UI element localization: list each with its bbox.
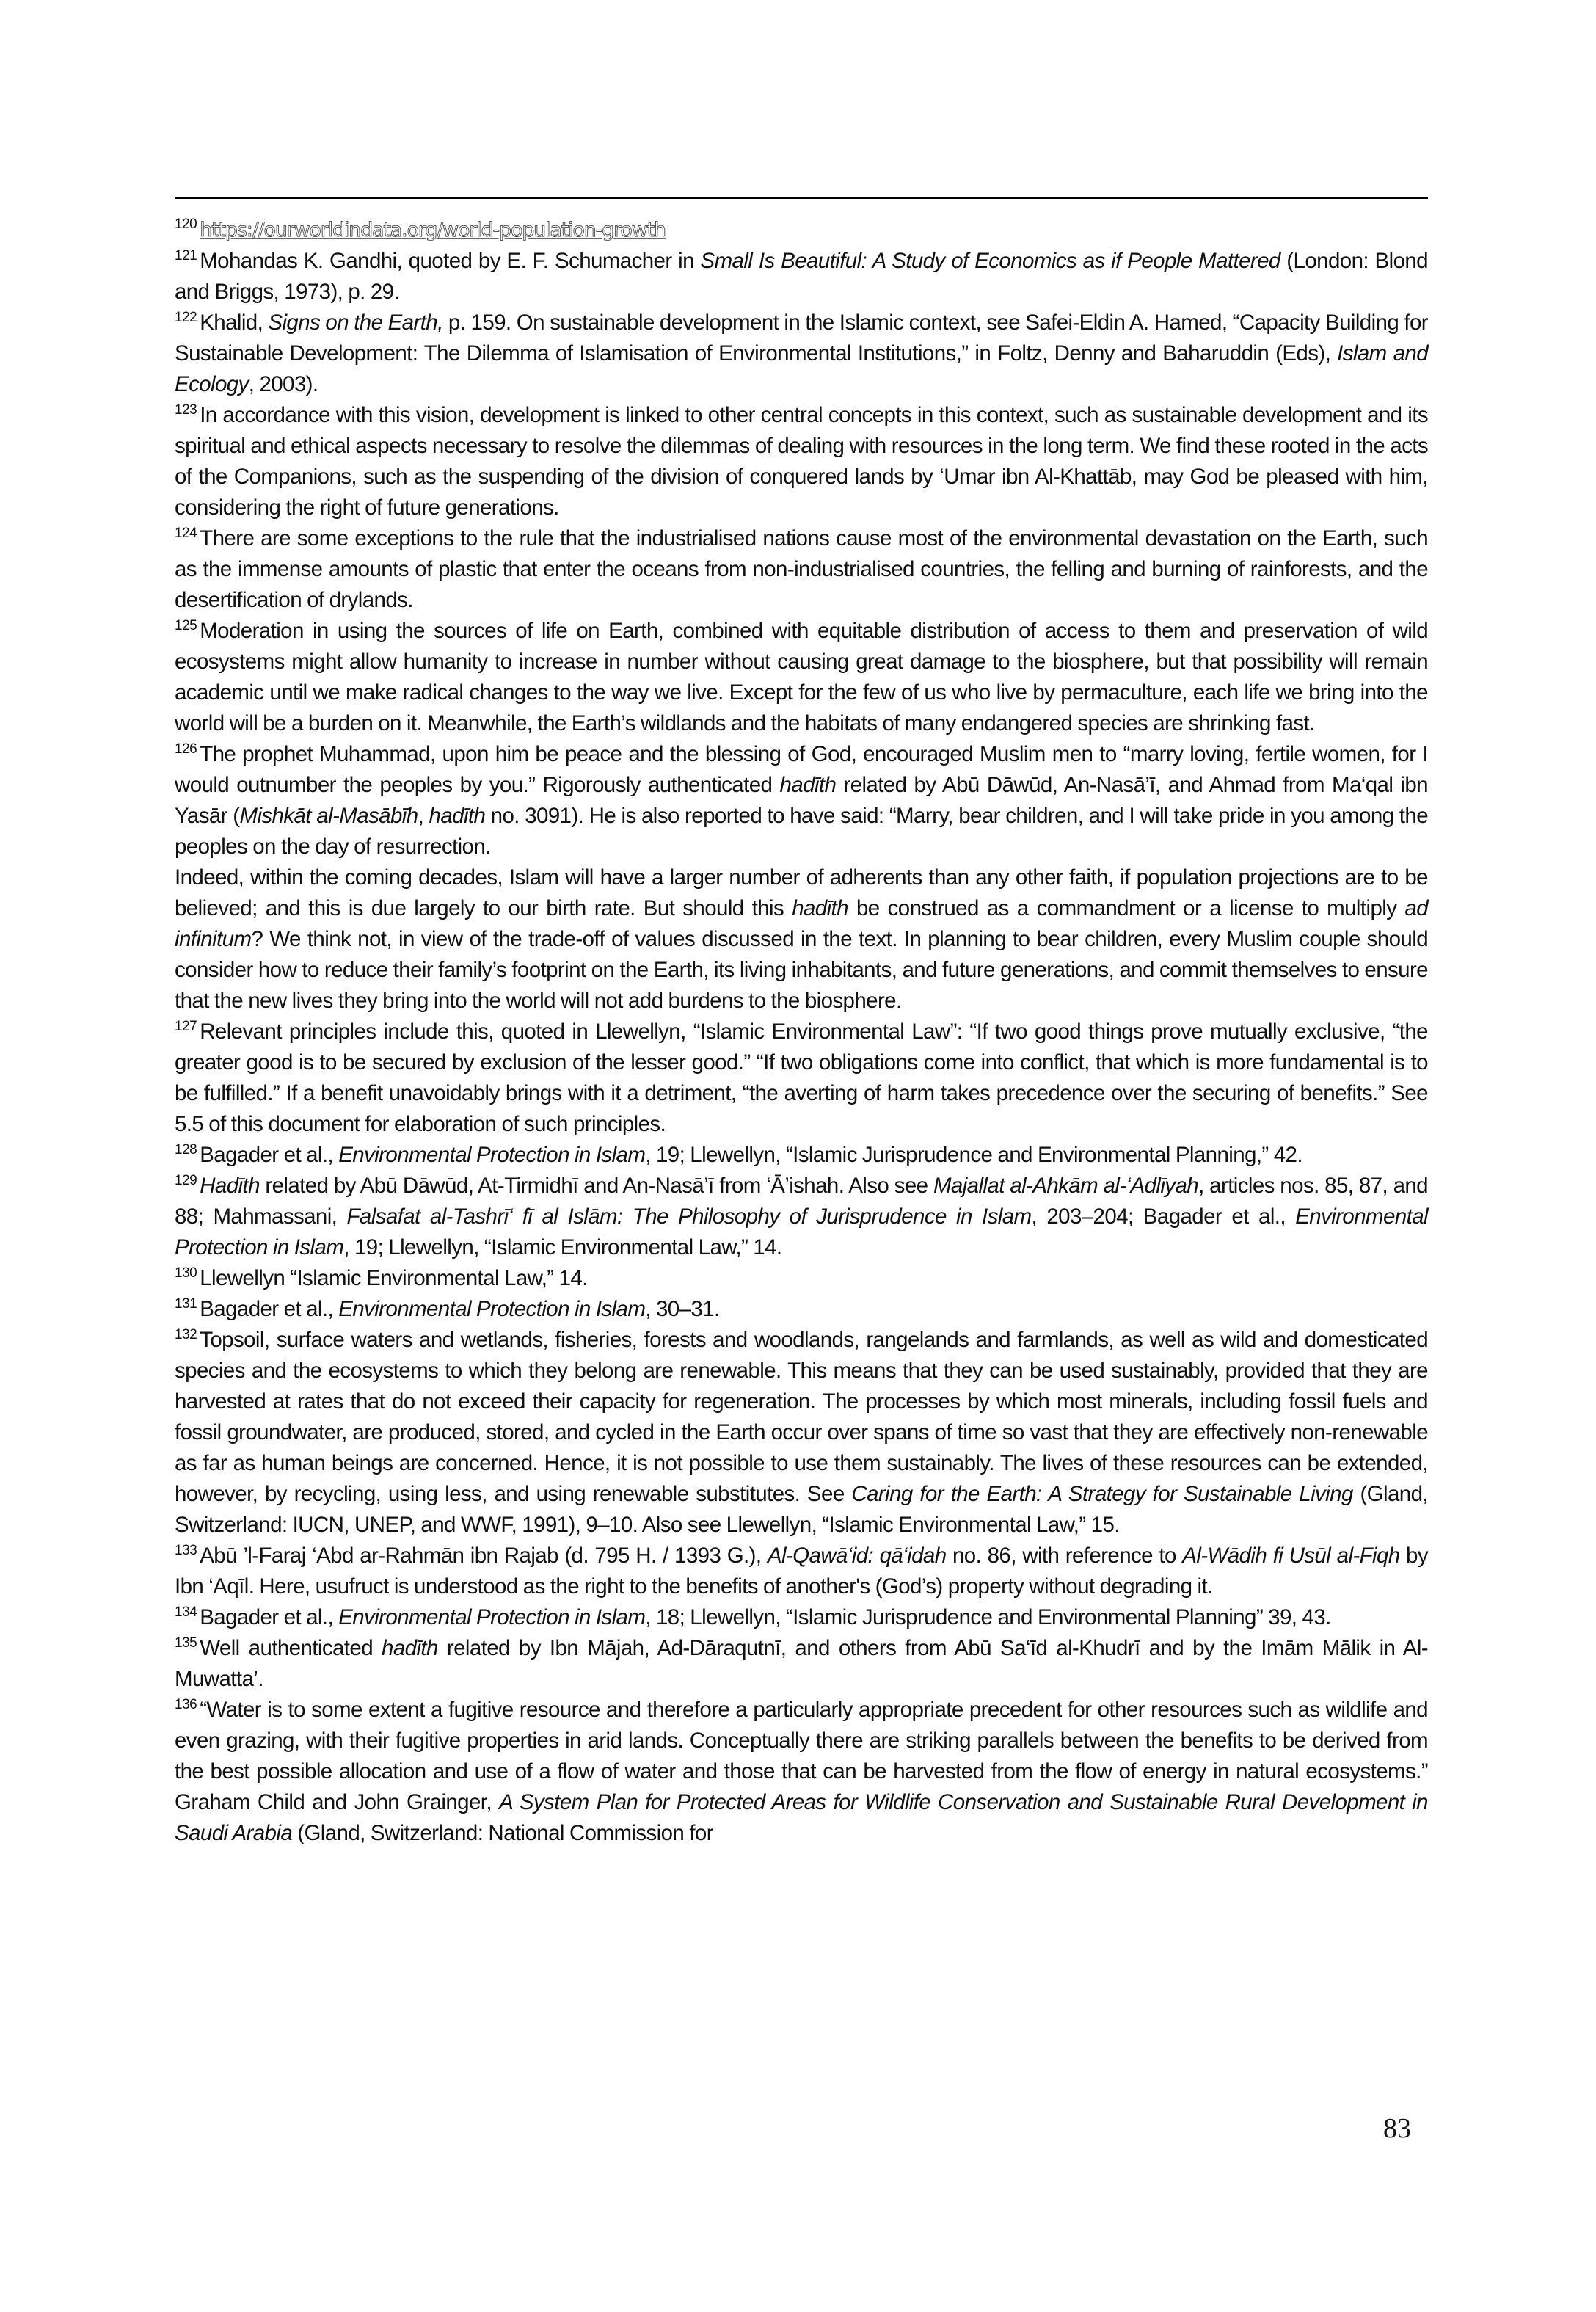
italic-text: hadīth — [779, 773, 837, 797]
footnote-text: p. 159. On sustainable development in the Islamic context, see Safei-Eldin A. Hamed, “Capacity Building for Sustainable Development: The Dilemma of Islamisation of Environmental Institutions,” in Foltz, Denny and Baharuddin (Eds), — [175, 310, 1428, 366]
footnote-120 — [175, 214, 1428, 246]
italic-text: Caring for the Earth: A Strategy for Sustainable Living — [851, 1482, 1353, 1506]
footnote-131 — [175, 1294, 1428, 1325]
footnote-text: (Gland, Switzerland: IUCN, UNEP, and WWF, 1991), 9–10. Also see Llewellyn, “Islamic Environmental Law,” 15. — [175, 1482, 1428, 1537]
footnote-text: Llewellyn “Islamic Environmental Law,” 14. — [200, 1266, 588, 1290]
italic-text: Al-Qawā‘id: qā‘idah — [767, 1544, 947, 1568]
italic-text: Environmental Protection in Islam — [175, 1204, 1428, 1259]
footnote-text: , 19; Llewellyn, “Islamic Jurisprudence and Environmental Planning,” 42. — [645, 1143, 1302, 1167]
footnote-133 — [175, 1541, 1428, 1602]
italic-text: A System Plan for Protected Areas for Wildlife Conservation and Sustainable Rural Development in Saudi Arabia — [175, 1790, 1428, 1845]
footnote-number: 120 — [175, 217, 197, 232]
footnote-121 — [175, 246, 1428, 308]
footnote-135 — [175, 1633, 1428, 1695]
italic-text: Environmental Protection in Islam — [338, 1605, 646, 1629]
footnote-text: , 2003). — [248, 372, 318, 396]
footnote-continuation — [175, 862, 1428, 1017]
footnote-text: no. 3091). He is also reported to have said: “Marry, bear children, and I will take pride in you among the peoples on the day of resurrection. — [175, 804, 1428, 859]
footnote-text: be construed as a commandment or a license to multiply — [848, 896, 1405, 920]
page-number: 83 — [1383, 2113, 1411, 2144]
italic-text: hadīth — [382, 1636, 438, 1660]
footnote-text: In accordance with this vision, development is linked to other central concepts in this context, such as sustainable development and its spiritual and ethical aspects necessary to resolve the dilemmas of dealing with resources in the long term. We find these rooted in the acts of the Companions, such as the suspending of the division of conquered lands by ‘Umar ibn Al-Khattāb, may God be pleased with him, considering the right of future generations. — [175, 403, 1428, 520]
footnotes-section — [175, 214, 1428, 1849]
footnote-134 — [175, 1602, 1428, 1633]
footnote-text: There are some exceptions to the rule that the industrialised nations cause most of the environmental devastation on the Earth, such as the immense amounts of plastic that enter the oceans from non-industrialised countries, the felling and burning of rainforests, and the desertification of drylands. — [175, 526, 1428, 612]
footnote-text: Bagader et al., — [200, 1143, 339, 1167]
footnote-129 — [175, 1171, 1428, 1263]
footnote-text: Mohandas K. Gandhi, quoted by E. F. Schumacher in — [200, 249, 701, 273]
footnote-text: Bagader et al., — [200, 1297, 339, 1321]
italic-text: Small Is Beautiful: A Study of Economics as if People Mattered — [700, 249, 1280, 273]
italic-text: hadīth — [429, 804, 486, 828]
footnote-130 — [175, 1263, 1428, 1294]
italic-text: Majallat al-Ahkām al-‘Adlīyah — [933, 1174, 1199, 1198]
italic-text: Hadīth — [200, 1174, 260, 1198]
footnote-text: related by Ibn Mājah, Ad-Dāraqutnī, and others from Abū Sa‘īd al-Khudrī and by the Imām Mālik in Al-Muwatta’. — [175, 1636, 1428, 1691]
footnote-number: 131 — [175, 1296, 197, 1312]
footnote-number: 132 — [175, 1327, 197, 1342]
footnote-text: , — [418, 804, 429, 828]
footnote-text: , 203–204; Bagader et al., — [1031, 1204, 1296, 1229]
footnote-122 — [175, 308, 1428, 400]
footnote-number: 123 — [175, 402, 197, 418]
footnote-separator — [175, 197, 1428, 199]
footnote-text: Well authenticated — [200, 1636, 382, 1660]
footnote-text: by Ibn ‘Aqīl. Here, usufruct is understood as the right to the benefits of another's (God’s) property without degrading it. — [175, 1544, 1429, 1599]
footnote-number: 121 — [175, 248, 197, 263]
italic-text: Mishkāt al-Masābīh — [239, 804, 418, 828]
footnote-text: no. 86, with reference to — [946, 1544, 1183, 1568]
footnote-123 — [175, 400, 1428, 523]
footnote-text: Indeed, within the coming decades, Islam will have a larger number of adherents than any other faith, if population projections are to be believed; and this is due largely to our birth rate. But should this — [175, 865, 1428, 920]
footnote-text: related by Abū Dāwūd, At-Tirmidhī and An-Nasā’ī from ‘Ā’ishah. Also see — [259, 1174, 933, 1198]
italic-text: Islam and Ecology — [175, 341, 1428, 396]
footnote-text: Khalid, — [200, 310, 269, 335]
footnote-text: Topsoil, surface waters and wetlands, fisheries, forests and woodlands, rangelands and farmlands, as well as wild and domesticated species and the ecosystems to which they belong are renewable. This means that they can be used sustainably, provided that they are harvested at rates that do not exceed their capacity for regeneration. The processes by which most minerals, including fossil fuels and fossil groundwater, are produced, stored, and cycled in the Earth occur over spans of time so vast that they are effectively non-renewable as far as human beings are concerned. Hence, it is not possible to use them sustainably. The lives of these resources can be extended, however, by recycling, using less, and using renewable substitutes. See — [175, 1328, 1428, 1506]
footnote-text: The prophet Muhammad, upon him be peace and the blessing of God, encouraged Muslim men to “marry loving, fertile women, for I would outnumber the peoples by you.” Rigorously authenticated — [175, 742, 1428, 797]
italic-text: ad infinitum — [175, 896, 1429, 951]
footnote-text: “Water is to some extent a fugitive resource and therefore a particularly appropriate precedent for other resources such as wildlife and even grazing, with their fugitive properties in arid lands. Conceptually there are striking parallels between the benefits to be derived from the best possible allocation and use of a flow of water and those that can be harvested from the flow of energy in natural ecosystems.” Graham Child and John Grainger, — [175, 1698, 1428, 1814]
footnote-text: , 18; Llewellyn, “Islamic Jurisprudence and Environmental Planning” 39, 43. — [645, 1605, 1331, 1629]
footnote-number: 133 — [175, 1543, 197, 1558]
footnote-127 — [175, 1017, 1428, 1140]
footnote-text: related by Abū Dāwūd, An-Nasā’ī, and Ahmad from Ma‘qal ibn Yasār ( — [175, 773, 1428, 828]
italic-text: Signs on the Earth, — [268, 310, 443, 335]
footnote-number: 128 — [175, 1142, 197, 1157]
footnote-number: 134 — [175, 1604, 197, 1620]
footnote-text: Bagader et al., — [200, 1605, 339, 1629]
footnote-126 — [175, 739, 1428, 862]
footnote-128 — [175, 1140, 1428, 1171]
italic-text: Environmental Protection in Islam — [338, 1297, 646, 1321]
italic-text: hadīth — [792, 896, 848, 920]
italic-text: Al-Wādih fi Usūl al-Fiqh — [1182, 1544, 1400, 1568]
footnote-125 — [175, 616, 1428, 739]
footnote-number: 135 — [175, 1635, 197, 1651]
footnote-text: , 30–31. — [645, 1297, 720, 1321]
footnote-number: 126 — [175, 741, 197, 757]
footnote-text: ? We think not, in view of the trade-off of values discussed in the text. In planning to bear children, every Muslim couple should consider how to reduce their family’s footprint on the Earth, its living inhabitants, and future generations, and commit themselves to ensure that the new lives they bring into the world will not add burdens to the biosphere. — [175, 927, 1428, 1013]
footnote-136 — [175, 1695, 1428, 1849]
footnote-number: 122 — [175, 310, 197, 325]
footnote-text: , articles nos. 85, 87, and 88; Mahmassani, — [175, 1174, 1428, 1229]
footnote-number: 125 — [175, 618, 197, 633]
footnote-124 — [175, 523, 1428, 616]
footnote-number: 124 — [175, 526, 197, 541]
footnote-text: (Gland, Switzerland: National Commission for — [292, 1821, 713, 1845]
footnote-link[interactable]: https://ourworldindata.org/world-population-growth — [200, 219, 666, 241]
footnote-number: 127 — [175, 1019, 197, 1034]
footnote-text: (London: Blond and Briggs, 1973), p. 29. — [175, 249, 1428, 304]
footnote-text: Moderation in using the sources of life on Earth, combined with equitable distribution of access to them and preservation of wild ecosystems might allow humanity to increase in number without causing great damage to the biosphere, but that possibility will remain academic until we make radical changes to the way we live. Except for the few of us who live by permaculture, each life we bring into the world will be a burden on it. Meanwhile, the Earth’s wildlands and the habitats of many endangered species are shrinking fast. — [175, 619, 1428, 735]
footnote-text: , 19; Llewellyn, “Islamic Environmental Law,” 14. — [343, 1235, 782, 1259]
footnote-132 — [175, 1325, 1428, 1541]
italic-text: Falsafat al-Tashrī‘ fī al Islām: The Philosophy of Jurisprudence in Islam — [346, 1204, 1032, 1229]
footnote-text: Abū ’l-Faraj ‘Abd ar-Rahmān ibn Rajab (d. 795 H. / 1393 G.), — [200, 1544, 768, 1568]
italic-text: Environmental Protection in Islam — [338, 1143, 646, 1167]
footnote-number: 129 — [175, 1173, 197, 1188]
footnote-text: Relevant principles include this, quoted in Llewellyn, “Islamic Environmental Law”: “If two good things prove mutually exclusive, “the greater good is to be secured by exclusion of the lesser good.” “If two obligations come into conflict, that which is more fundamental is to be fulfilled.” If a benefit unavoidably brings with it a detriment, “the averting of harm takes precedence over the securing of benefits.” See 5.5 of this document for elaboration of such principles. — [175, 1019, 1428, 1136]
footnote-number: 136 — [175, 1697, 197, 1712]
footnote-number: 130 — [175, 1265, 197, 1281]
